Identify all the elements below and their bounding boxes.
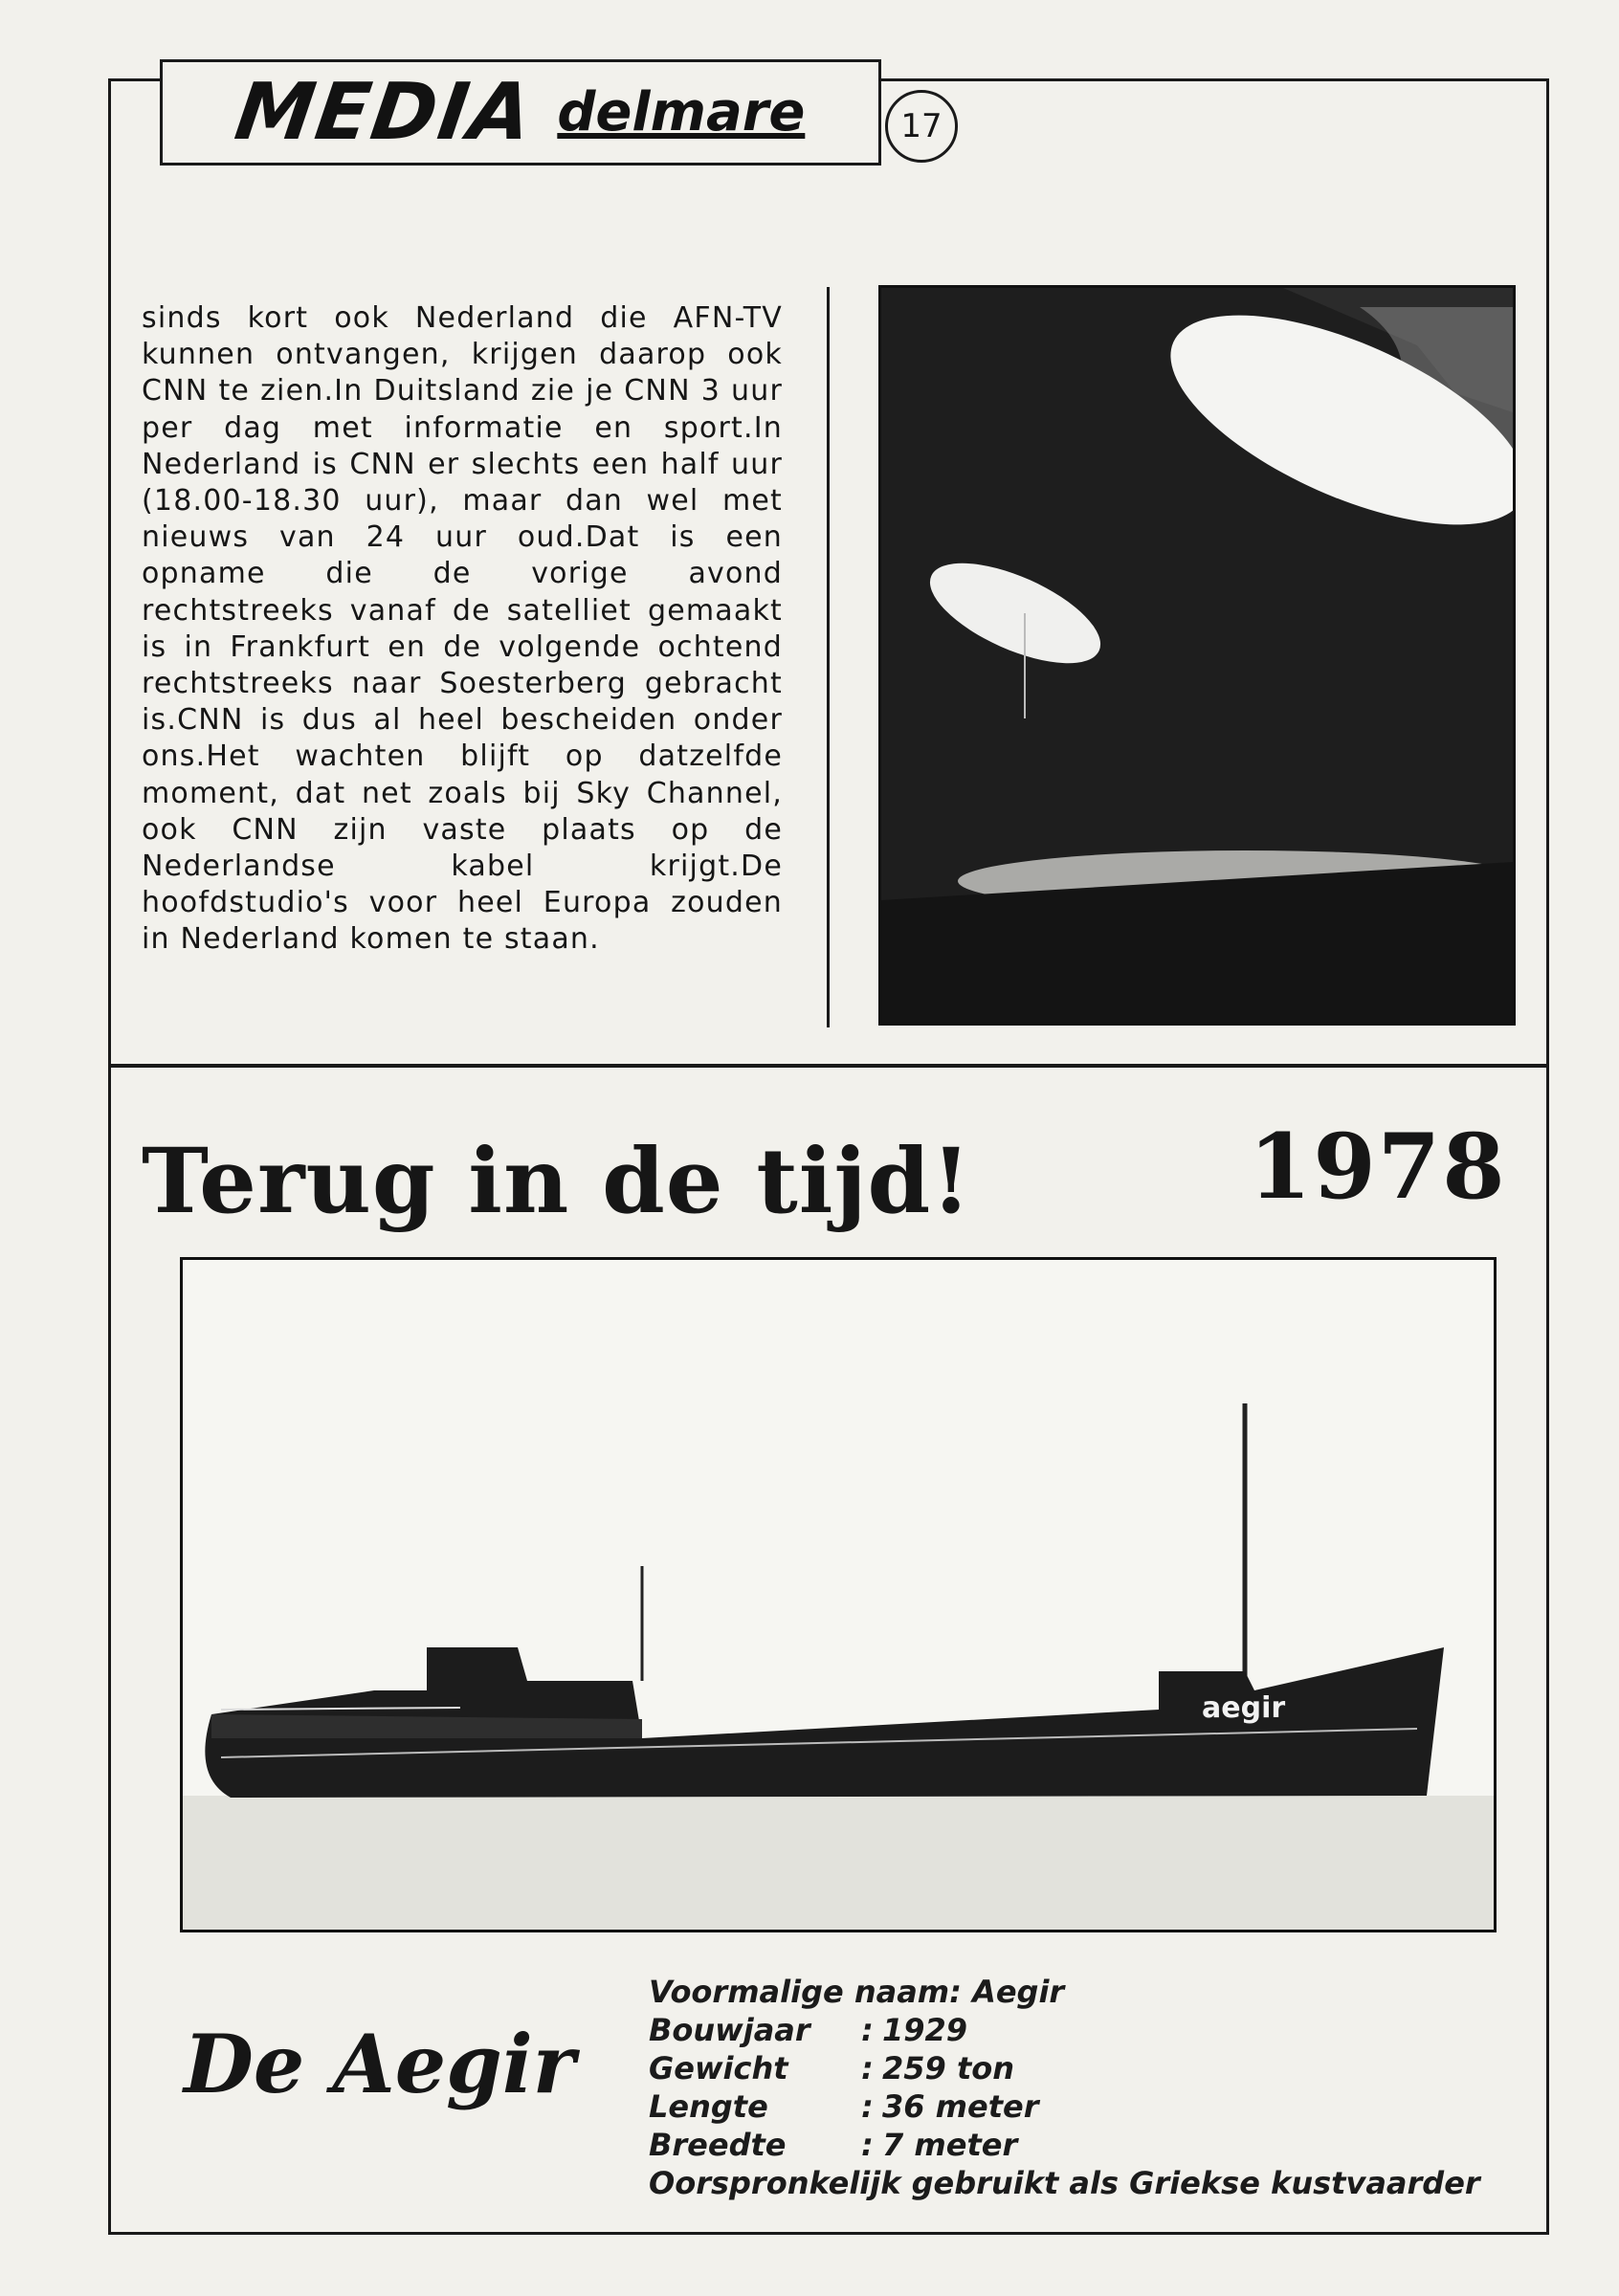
- spec-value: 1929: [882, 2012, 968, 2048]
- column-divider: [827, 287, 830, 1027]
- article-text: sinds kort ook Nederland die AFN-TV kunnen ontvangen, krijgen daarop ook CNN te zien.In Duitsland zie je CNN 3 uur per dag met informatie en sport.In Nederland is CNN er slechts een half uur (18.00-18.30 uur), maar dan wel met nieuws van 24 uur oud.Dat is een opname die de vorige avond rechtstreeks vanaf de satelliet gemaakt is in Frankfurt en de volgende ochtend rechtstreeks naar Soesterberg gebracht is.CNN is dus al heel bescheiden onder ons.Het wachten blijft op datzelfde moment, dat net zoals bij Sky Channel, ook CNN zijn vaste plaats op de Nederlandse kabel krijgt.De hoofdstudio's voor heel Europa zouden in Nederland komen te staan.: [142, 301, 783, 957]
- spec-separator: :: [861, 2050, 874, 2086]
- spec-row: [649, 2087, 1480, 2126]
- spec-value: 259 ton: [882, 2050, 1014, 2086]
- masthead-subtitle: delmare: [557, 81, 806, 144]
- spec-label: Voormalige naam:: [649, 1974, 962, 2010]
- section-divider: [108, 1064, 1546, 1068]
- spec-origin-note: Oorspronkelijk gebruikt als Griekse kustvaarder: [649, 2165, 1480, 2201]
- spec-separator: :: [861, 2088, 874, 2125]
- spec-row: [649, 2126, 1480, 2164]
- ship-hull-lettering: aegir: [1202, 1691, 1286, 1725]
- spec-separator: :: [861, 2012, 874, 2048]
- section-year: 1978: [1249, 1115, 1507, 1220]
- spec-value: Aegir: [972, 1974, 1065, 2010]
- section-headline: Terug in de tijd!: [142, 1129, 972, 1234]
- spec-label: Gewicht: [649, 2050, 788, 2086]
- masthead: [160, 59, 881, 166]
- masthead-brand: MEDIA: [229, 67, 540, 158]
- spec-row: [649, 2049, 1480, 2087]
- spec-row: [649, 1973, 1480, 2011]
- spec-row: [649, 2011, 1480, 2049]
- spec-value: 36 meter: [882, 2088, 1039, 2125]
- spec-value: 7 meter: [882, 2127, 1018, 2163]
- ship-name: De Aegir: [184, 2017, 576, 2111]
- page-number: 17: [885, 90, 958, 163]
- spec-label: Breedte: [649, 2127, 787, 2163]
- ship-specs: [649, 1973, 1480, 2202]
- ship-photo: [180, 1257, 1497, 1932]
- spec-label: Lengte: [649, 2088, 768, 2125]
- satellite-dishes-photo: [878, 285, 1516, 1026]
- spec-separator: :: [861, 2127, 874, 2163]
- spec-label: Bouwjaar: [649, 2012, 810, 2048]
